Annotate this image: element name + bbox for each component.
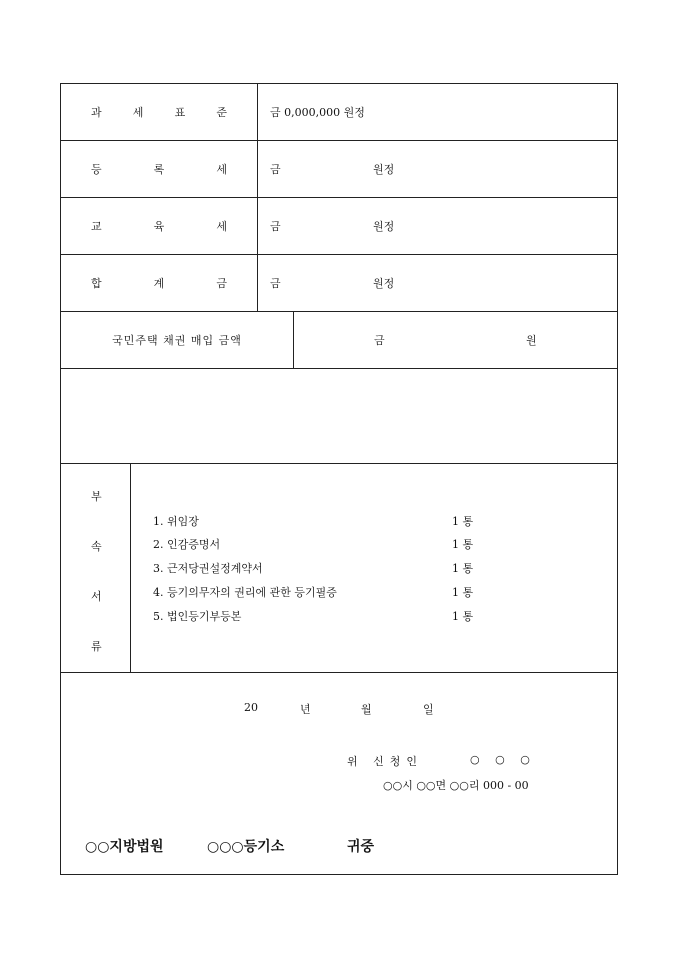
label-char: 세 — [132, 106, 144, 119]
label-char: 세 — [216, 220, 227, 233]
fee-row-total — [61, 255, 617, 312]
label-char: 합 — [91, 277, 102, 290]
date-month-unit: 월 — [361, 703, 372, 716]
date-day-unit: 일 — [423, 703, 434, 716]
attachment-item: 2. 인감증명서 — [153, 538, 221, 551]
closing-word: 귀중 — [347, 839, 375, 855]
amount-unit: 원정 — [373, 163, 395, 176]
fee-row-tax-base — [61, 84, 617, 141]
bond-unit: 원 — [526, 334, 537, 347]
bond-label: 국민주택 채권 매입 금액 — [61, 312, 294, 368]
label-char: 계 — [153, 277, 165, 290]
label-char: 금 — [216, 277, 227, 290]
amount-prefix: 금 — [270, 163, 281, 176]
registry-name: ○○○등기소 — [207, 839, 285, 855]
fee-value — [270, 198, 430, 254]
amount-value: 0,000,000 — [284, 105, 341, 119]
label-char: 록 — [153, 163, 165, 176]
fee-row-registration-tax — [61, 141, 617, 198]
amount-prefix: 금 — [270, 277, 281, 290]
amount-prefix: 금 — [270, 220, 281, 233]
label-char: 등 — [91, 163, 102, 176]
fee-label — [61, 141, 258, 197]
fee-label — [61, 198, 258, 254]
attachment-item: 3. 근저당권설정계약서 — [153, 562, 263, 575]
date-year-unit: 년 — [300, 703, 311, 716]
bond-row — [61, 312, 617, 369]
applicant-role: 위 신청인 — [347, 755, 424, 768]
bond-prefix: 금 — [374, 334, 385, 347]
attachments-row — [61, 464, 617, 673]
label-char: 부 — [91, 490, 102, 503]
amount-unit: 원정 — [343, 106, 365, 119]
blank-row — [61, 369, 617, 464]
fee-row-education-tax — [61, 198, 617, 255]
amount-unit: 원정 — [373, 220, 395, 233]
label-char: 서 — [91, 590, 102, 603]
label-char: 류 — [91, 640, 102, 653]
attachment-qty: 1 통 — [452, 586, 474, 599]
attachments-label — [61, 464, 131, 672]
fee-value — [270, 255, 430, 311]
attachment-item: 5. 법인등기부등본 — [153, 610, 242, 623]
fee-value — [270, 141, 430, 197]
fee-value — [270, 84, 365, 140]
registration-form — [60, 83, 618, 875]
fee-label — [61, 255, 258, 311]
signature-section — [61, 673, 617, 876]
label-char: 교 — [91, 220, 102, 233]
label-char: 속 — [91, 540, 102, 553]
applicant-address: ○○시 ○○면 ○○리 000 - 00 — [383, 779, 529, 792]
court-name: ○○지방법원 — [85, 839, 164, 855]
applicant-name: ○ ○ ○ — [470, 753, 536, 766]
amount-prefix: 금 — [270, 106, 281, 119]
attachment-qty: 1 통 — [452, 515, 474, 528]
label-char: 준 — [216, 106, 227, 119]
date-year: 20 — [244, 701, 258, 714]
attachment-item: 4. 등기의무자의 권리에 관한 등기필증 — [153, 586, 337, 599]
attachment-item: 1. 위임장 — [153, 515, 199, 528]
label-char: 과 — [91, 106, 102, 119]
label-char: 육 — [153, 220, 165, 233]
label-char: 표 — [174, 106, 186, 119]
amount-unit: 원정 — [373, 277, 395, 290]
attachment-qty: 1 통 — [452, 610, 474, 623]
attachment-qty: 1 통 — [452, 562, 474, 575]
label-char: 세 — [216, 163, 227, 176]
fee-label — [61, 84, 258, 140]
attachment-qty: 1 통 — [452, 538, 474, 551]
